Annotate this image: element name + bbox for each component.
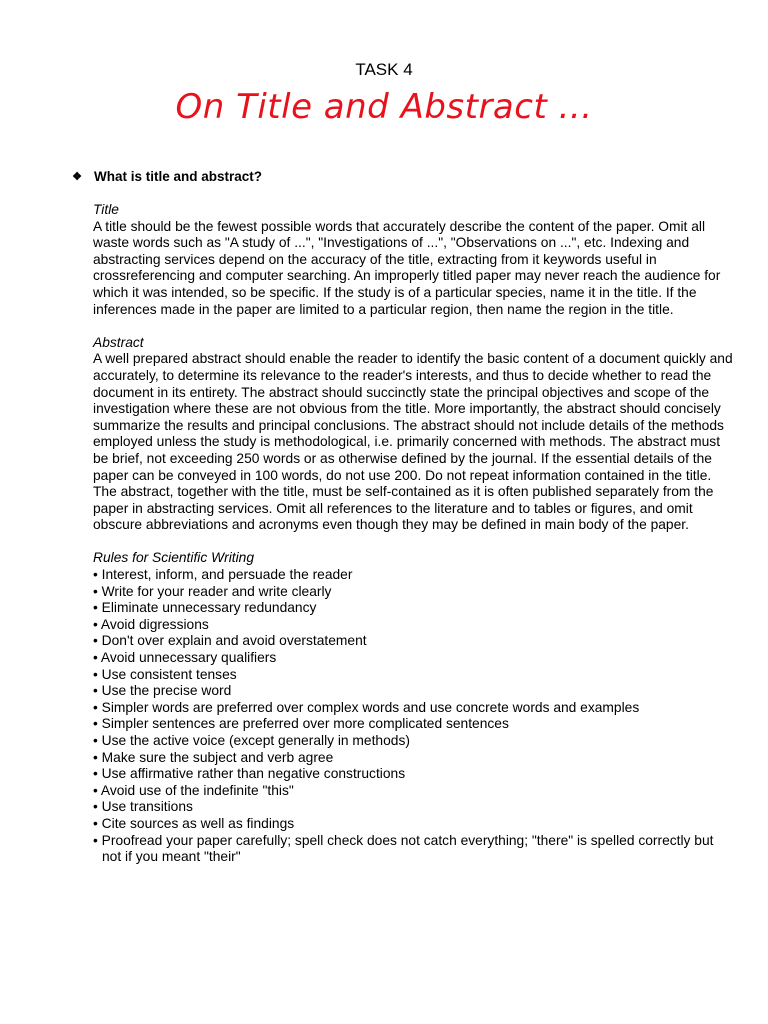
document-body	[93, 202, 733, 866]
abstract-section-heading: Abstract	[93, 334, 144, 350]
list-item: • Use transitions	[93, 799, 193, 815]
list-item: • Don't over explain and avoid overstatement	[93, 633, 367, 649]
list-item: • Use consistent tenses	[93, 666, 237, 682]
page-title: On Title and Abstract ...	[175, 87, 593, 127]
rules-list	[93, 567, 733, 866]
list-item: • Use the precise word	[93, 683, 232, 699]
section-spacer	[93, 318, 733, 335]
list-item: • Cite sources as well as findings	[93, 815, 295, 831]
diamond-bullet-icon: ❖	[72, 171, 82, 183]
list-item: • Avoid use of the indefinite "this"	[93, 782, 294, 798]
list-item: • Simpler sentences are preferred over more complicated sentences	[93, 716, 509, 732]
list-item: • Use the active voice (except generally in methods)	[93, 733, 410, 748]
list-item: • Proofread your paper carefully; spell check does not catch everything; "there" is spelled correctly but not if you meant "their"	[93, 832, 714, 865]
question-heading	[70, 168, 730, 186]
rules-section-heading: Rules for Scientific Writing	[93, 550, 255, 566]
list-item: • Use affirmative rather than negative constructions	[93, 766, 406, 782]
list-item: • Eliminate unnecessary redundancy	[93, 600, 317, 616]
question-text: What is title and abstract?	[94, 169, 263, 184]
title-section-heading: Title	[93, 202, 119, 217]
title-section-paragraph: A title should be the fewest possible words that accurately describe the content of the paper. Omit all waste words such as "A study of ...", "Investigations of ...", "Observations on ...", etc. Indexing and abstracting services depend on the accuracy of the title, extracting from it keywords useful in crossreferencing and computer searching. An improperly titled paper may never reach the audience for which it was intended, so be specific. If the study is of a particular species, name it in the title. If the inferences made in the paper are limited to a particular region, then name the region in the title.	[93, 218, 721, 317]
list-item: • Make sure the subject and verb agree	[93, 749, 334, 765]
abstract-section-paragraph: A well prepared abstract should enable the reader to identify the basic content of a document quickly and accurately, to determine its relevance to the reader's interests, and thus to decide whether to read the document in its entirety. The abstract should succinctly state the principal objectives and scope of the investigation where these are not obvious from the title. More importantly, the abstract should concisely summarize the results and principal conclusions. The abstract should not include details of the methods employed unless the study is methodological, i.e. primarily concerned with methods. The abstract must be brief, not exceeding 250 words or as otherwise defined by the journal. If the essential details of the paper can be conveyed in 100 words, do not use 200. Do not repeat information contained in the title. The abstract, together with the title, must be self-contained as it is often published separately from the paper in abstracting services. Omit all references to the literature and to tables or figures, and omit obscure abbreviations and acronyms even though they may be defined in main body of the paper.	[93, 351, 733, 533]
task-label: TASK 4	[355, 60, 413, 79]
list-item: • Interest, inform, and persuade the reader	[93, 567, 353, 583]
list-item: • Simpler words are preferred over complex words and use concrete words and examples	[93, 699, 640, 715]
section-spacer	[93, 534, 733, 551]
list-item: • Avoid digressions	[93, 616, 209, 632]
list-item: • Avoid unnecessary qualifiers	[93, 650, 277, 666]
list-item: • Write for your reader and write clearly	[93, 583, 332, 599]
